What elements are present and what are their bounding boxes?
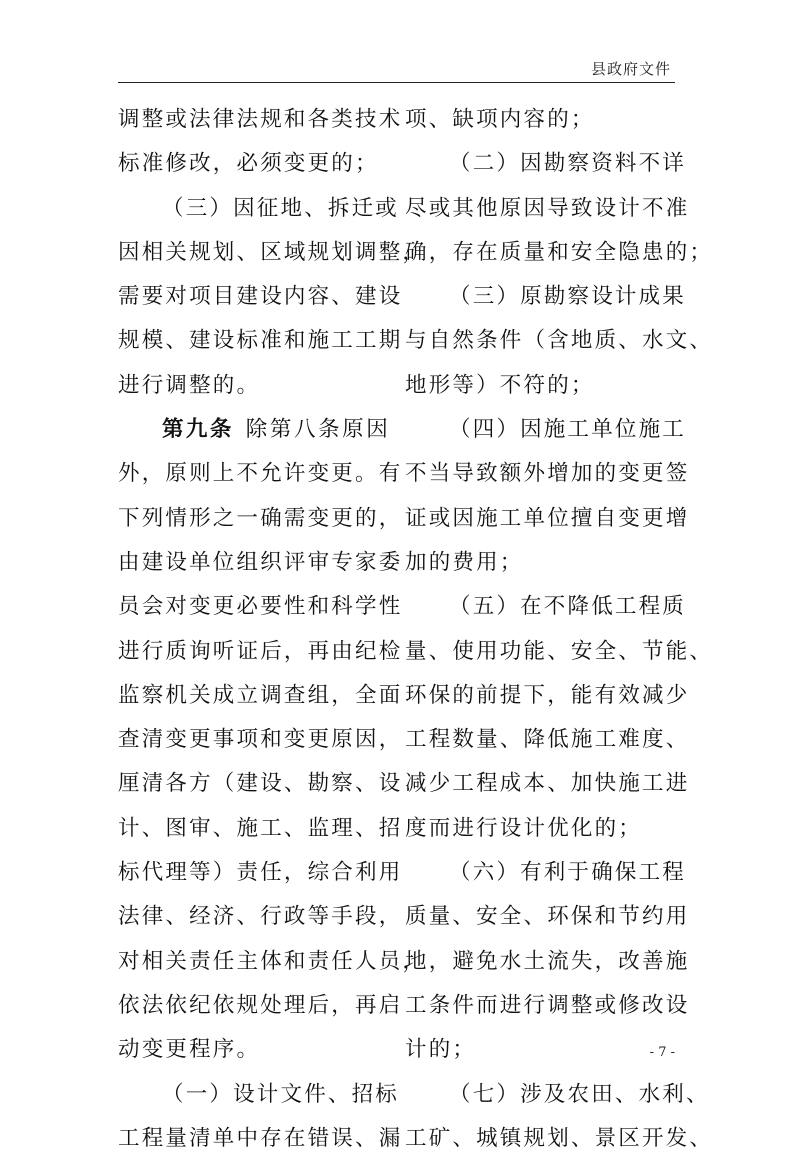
- text-line: 环保的前提下，能有效减少: [405, 682, 690, 708]
- text-line: 工条件而进行调整或修改设: [405, 992, 690, 1018]
- text-line: 量、使用功能、安全、节能、: [405, 638, 714, 664]
- text-line: 依法依纪依规处理后，再启: [118, 992, 403, 1018]
- text-line: 工程数量、降低施工难度、: [405, 727, 690, 753]
- right-text-column: [405, 98, 714, 1161]
- text-line: 下列情形之一确需变更的，: [118, 505, 403, 531]
- text-line: 地形等）不符的；: [405, 372, 595, 398]
- text-line: 由建设单位组织评审专家委: [118, 549, 403, 575]
- text-line: 规模、建设标准和施工工期: [118, 328, 403, 354]
- text-line: 确，存在质量和安全隐患的；: [405, 239, 714, 265]
- text-line: 法律、经济、行政等手段，: [118, 904, 403, 930]
- text-line: 地，避免水土流失，改善施: [405, 948, 690, 974]
- text-line: 不当导致额外增加的变更签: [405, 461, 690, 487]
- text-line: （五）在不降低工程质: [449, 594, 687, 620]
- header-divider: [118, 82, 675, 83]
- text-line: 质量、安全、环保和节约用: [405, 904, 690, 930]
- document-header-label: 县政府文件: [590, 60, 671, 78]
- text-line: 尽或其他原因导致设计不准: [405, 195, 690, 221]
- text-line: （四）因施工单位施工: [449, 417, 687, 443]
- text-line: 度而进行设计优化的；: [405, 815, 643, 841]
- text-line: 调整或法律法规和各类技术: [118, 107, 403, 132]
- text-line: 工程量清单中存在错误、漏: [118, 1125, 403, 1151]
- text-line: 监察机关成立调查组，全面: [118, 682, 403, 708]
- article-heading-line: [118, 408, 390, 452]
- text-line: （一）设计文件、招标: [162, 1081, 400, 1107]
- text-line: 除第八条原因: [245, 417, 390, 443]
- text-line: 厘清各方（建设、勘察、设: [118, 771, 403, 797]
- text-line: 需要对项目建设内容、建设: [118, 284, 403, 310]
- page-number: - 7 -: [649, 1045, 675, 1060]
- text-line: 计的；: [405, 1037, 477, 1063]
- text-line: 计、图审、施工、监理、招: [118, 815, 403, 841]
- text-line: （六）有利于确保工程: [449, 860, 687, 886]
- text-line: 标准修改，必须变更的；: [118, 151, 379, 177]
- text-line: 进行调整的。: [118, 372, 261, 398]
- text-line: （二）因勘察资料不详: [449, 151, 687, 177]
- left-text-column: [118, 98, 427, 1161]
- text-line: 对相关责任主体和责任人员，: [118, 948, 427, 974]
- text-line: 加的费用；: [405, 549, 524, 575]
- text-line: 外，原则上不允许变更。有: [118, 461, 403, 487]
- text-line: （七）涉及农田、水利、: [449, 1081, 710, 1107]
- text-line: （三）因征地、拆迁或: [162, 195, 400, 221]
- text-line: 减少工程成本、加快施工进: [405, 771, 690, 797]
- text-line: 查清变更事项和变更原因，: [118, 727, 403, 753]
- text-line: 标代理等）责任，综合利用: [118, 860, 403, 886]
- text-line: 与自然条件（含地质、水文、: [405, 328, 714, 354]
- text-line: 员会对变更必要性和科学性: [118, 594, 403, 620]
- text-line: 因相关规划、区域规划调整，: [118, 239, 427, 265]
- text-line: 进行质询听证后，再由纪检: [118, 638, 403, 664]
- article-label: 第九条: [162, 417, 234, 443]
- text-line: 证或因施工单位擅自变更增: [405, 505, 690, 531]
- text-line: 动变更程序。: [118, 1037, 261, 1063]
- text-line: （三）原勘察设计成果: [449, 284, 687, 310]
- text-line: 项、缺项内容的；: [405, 107, 595, 132]
- text-line: 工矿、城镇规划、景区开发、: [405, 1125, 714, 1151]
